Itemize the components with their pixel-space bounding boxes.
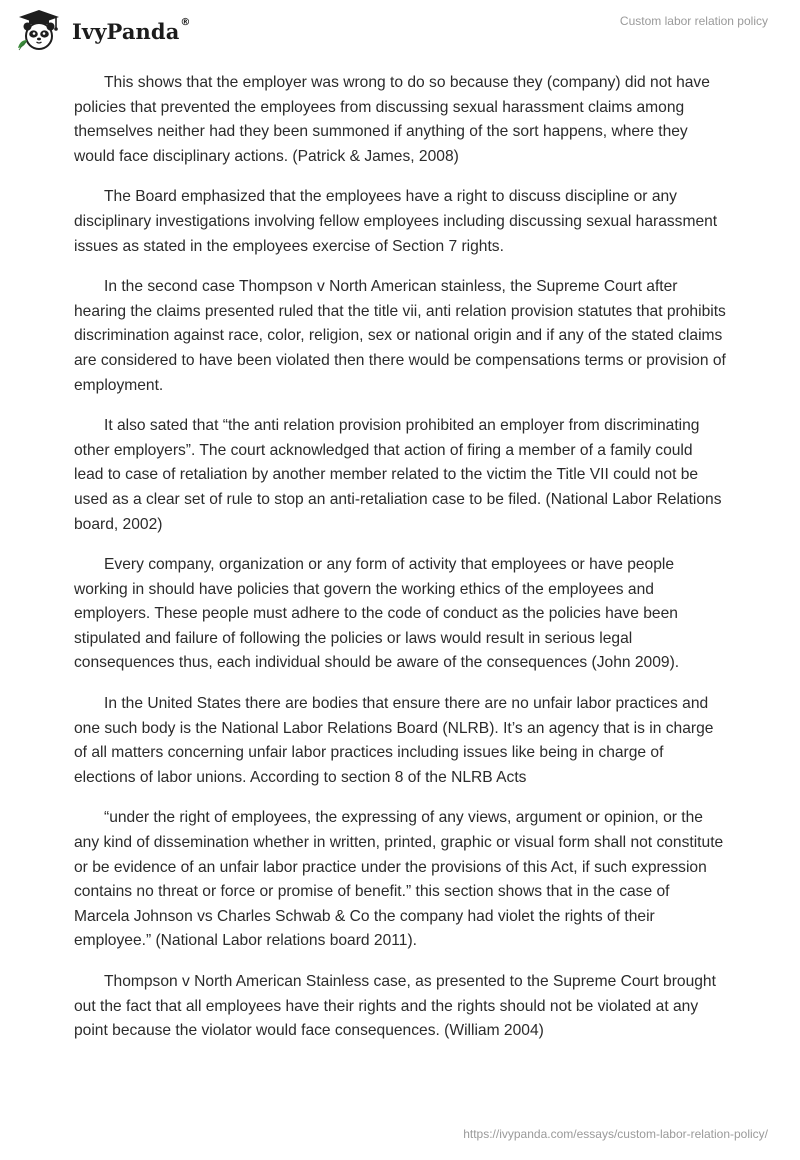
paragraph: Every company, organization or any form of activity that employees or have people working in should have policies that govern the working ethics of the employees and employers. These people must adhere to the code of conduct as the policies have been stipulated and failure of following the policies or laws would result in serious legal consequences thus, each individual should be aware of the consequences (John 2009). [74,556,680,672]
source-url[interactable]: https://ivypanda.com/essays/custom-labor-relation-policy/ [463,1127,768,1141]
paragraph: It also sated that “the anti relation provision prohibited an employer from discriminating other employers”. The court acknowledged that action of firing a member of a family could lead to case of retaliation by another member related to the victim the Title VII could not be used as a clear set of rule to stop an anti-retaliation case to be filed. (National Labor Relations board, 2002) [74,417,722,533]
brand-logo[interactable] [14,8,191,52]
paragraph: This shows that the employer was wrong to do so because they (company) did not have policies that prevented the employees from discussing sexual harassment claims among themselves neither had they been summoned if anything of the sort happens, where they would face disciplinary actions. (Patrick & James, 2008) [74,74,710,165]
paragraph: In the United States there are bodies that ensure there are no unfair labor practices and one such body is the National Labor Relations Board (NLRB). It’s an agency that is in charge of all matters concerning unfair labor practices including issues like being in charge of elections of labor unions. According to section 8 of the NLRB Acts [74,695,714,786]
document-title: Custom labor relation policy [619,14,768,28]
brand-name: IvyPanda® [72,16,191,44]
paragraph: In the second case Thompson v North American stainless, the Supreme Court after hearing the claims presented ruled that the title vii, anti relation provision statutes that prohibits discrimination against race, color, religion, sex or national origin and if any of the stated claims are considered to have been violated then there would be compensations terms or provision of employment. [74,278,726,394]
page-header [0,0,800,56]
paragraph: “under the right of employees, the expressing of any views, argument or opinion, or the any kind of dissemination whether in written, printed, graphic or visual form shall not constitute or be evidence of an unfair labor practice under the provisions of this Act, if such expression contains no threat or force or promise of benefit.” this section shows that in the case of Marcela Johnson vs Charles Schwab & Co the company had violet the rights of their employee.” (National Labor relations board 2011). [74,809,724,950]
paragraph: The Board emphasized that the employees have a right to discuss discipline or any disciplinary investigations involving fellow employees including discussing sexual harassment issues as stated in the employees exercise of Section 7 rights. [74,188,718,255]
registered-mark: ® [180,16,191,28]
panda-graduate-icon [14,8,64,52]
essay-body [74,71,726,1060]
paragraph: Thompson v North American Stainless case, as presented to the Supreme Court brought out the fact that all employees have their rights and the rights should not be violated at any point because the violator would face consequences. (William 2004) [74,973,716,1040]
